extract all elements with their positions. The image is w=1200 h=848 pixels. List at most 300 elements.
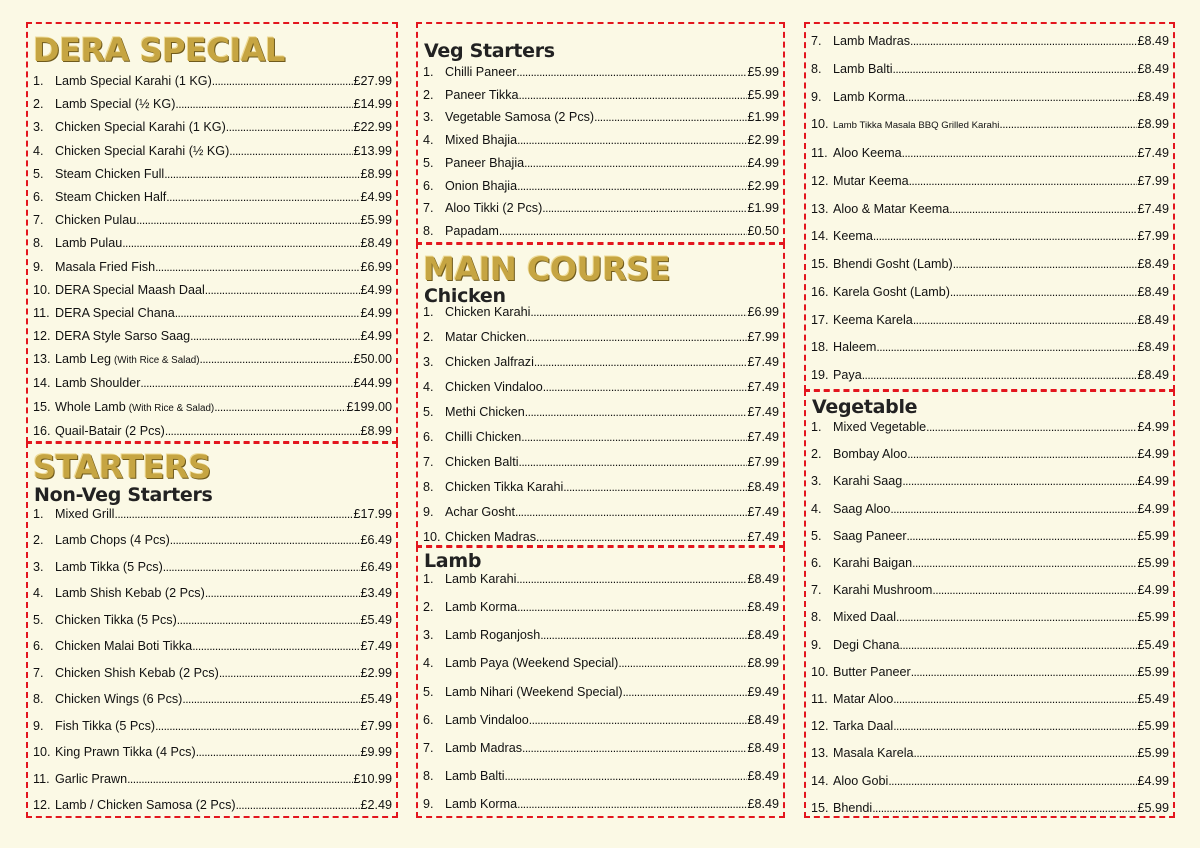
item-price: £17.99 [353, 507, 392, 521]
item-name: Chicken Tikka (5 Pcs) [55, 612, 177, 627]
dot-leader [136, 213, 360, 228]
item-name: Garlic Prawn [55, 771, 128, 786]
item-number: 5. [33, 166, 44, 181]
dot-leader [212, 74, 354, 89]
menu-item [423, 505, 779, 520]
chicken-list [423, 305, 779, 545]
item-name: Lamb Shoulder [55, 376, 141, 391]
item-name: Chicken Wings (6 Pcs) [55, 692, 183, 707]
menu-item [811, 801, 1169, 816]
dera-special-section [26, 22, 398, 443]
item-price: £5.99 [1137, 800, 1169, 815]
item-name: Butter Paneer [833, 664, 911, 679]
menu-item [811, 117, 1169, 133]
dot-leader [893, 62, 1138, 77]
dot-leader [140, 376, 353, 391]
item-price: £4.99 [1137, 474, 1169, 489]
menu-item [33, 190, 392, 205]
item-number: 12. [33, 797, 51, 812]
item-name: Chilli Paneer [445, 65, 517, 79]
item-name: Achar Gosht [445, 505, 515, 519]
menu-item [811, 746, 1169, 761]
item-number: 10. [423, 530, 441, 544]
item-price: £8.49 [1137, 89, 1169, 104]
dot-leader [913, 313, 1138, 328]
lamb-heading: Lamb [424, 550, 482, 572]
item-name: DERA Special Chana [55, 305, 175, 320]
item-name: Lamb Korma [445, 600, 518, 615]
dot-leader [205, 283, 361, 298]
item-name: Lamb Vindaloo [445, 712, 529, 727]
item-price: £7.49 [747, 380, 779, 394]
menu-item [423, 430, 779, 445]
menu-item [423, 330, 779, 345]
item-number: 14. [811, 229, 829, 244]
dot-leader [542, 201, 747, 216]
dot-leader [623, 685, 748, 700]
item-number: 5. [811, 528, 822, 543]
item-price: £10.99 [353, 771, 392, 786]
dot-leader [517, 600, 747, 615]
menu-item [33, 352, 392, 368]
menu-item [811, 692, 1169, 707]
item-name: Whole Lamb [55, 399, 126, 414]
menu-item [33, 97, 392, 112]
item-price: £8.49 [747, 600, 779, 615]
dot-leader [999, 117, 1137, 132]
item-number: 11. [811, 146, 828, 160]
item-number: 14. [811, 773, 829, 788]
item-name: Mixed Bhajia [445, 133, 518, 148]
item-price: £4.99 [360, 282, 392, 297]
item-number: 8. [811, 610, 822, 625]
dot-leader [155, 719, 360, 734]
item-price: £4.99 [1137, 773, 1169, 788]
item-number: 10. [811, 117, 829, 132]
menu-item [423, 380, 779, 395]
item-name: Lamb / Chicken Samosa (2 Pcs) [55, 797, 236, 812]
menu-item [33, 772, 392, 787]
dot-leader [229, 144, 353, 159]
dot-leader [907, 447, 1137, 462]
item-price: £5.99 [1137, 664, 1169, 679]
item-price: £5.49 [360, 692, 392, 707]
item-name: Karela Gosht (Lamb) [833, 284, 950, 299]
dot-leader [862, 368, 1138, 383]
menu-item [811, 583, 1169, 598]
item-price: £5.99 [1137, 556, 1169, 571]
item-name: Haleem [833, 340, 877, 355]
dot-leader [175, 97, 353, 112]
menu-item [811, 368, 1169, 383]
item-name: Lamb Madras [445, 740, 522, 755]
menu-item [33, 613, 392, 628]
menu-item [33, 283, 392, 298]
item-name: Lamb Pulau [55, 236, 123, 251]
menu-item [33, 329, 392, 344]
item-name: Saag Paneer [833, 528, 907, 543]
dot-leader [912, 556, 1137, 571]
item-number: 17. [811, 312, 829, 327]
item-number: 6. [423, 178, 434, 193]
dot-leader [236, 798, 361, 813]
menu-item [811, 610, 1169, 625]
item-number: 4. [423, 380, 434, 394]
menu-item [811, 257, 1169, 272]
dot-leader [530, 305, 747, 320]
item-name: Chicken Vindaloo [445, 380, 543, 394]
non-veg-starters-heading: Non-Veg Starters [34, 484, 213, 506]
vegetable-heading: Vegetable [812, 396, 918, 418]
item-name: Karahi Saag [833, 474, 903, 489]
item-price: £27.99 [353, 74, 392, 88]
veg-starters-section [416, 22, 785, 244]
item-name: Papadam [445, 223, 499, 238]
dot-leader [563, 480, 747, 495]
item-name: Lamb Karahi [445, 572, 517, 586]
item-price: £8.49 [1137, 284, 1169, 299]
dot-leader [499, 224, 748, 239]
menu-item [811, 34, 1169, 49]
item-name: Keema Karela [833, 312, 913, 327]
dot-leader [519, 455, 748, 470]
item-number: 2. [423, 330, 434, 344]
dot-leader [522, 741, 747, 756]
lamb-section [416, 546, 785, 818]
dot-leader [893, 692, 1137, 707]
item-name: Chicken Jalfrazi [445, 355, 534, 369]
item-number: 8. [423, 480, 434, 494]
item-number: 1. [811, 420, 822, 434]
item-price: £8.49 [1137, 61, 1169, 76]
item-price: £5.99 [1137, 719, 1169, 734]
dot-leader [155, 260, 360, 275]
item-name: Chicken Karahi [445, 305, 531, 319]
item-name: Masala Fried Fish [55, 259, 156, 274]
dot-leader [505, 769, 748, 784]
item-name: Chicken Malai Boti Tikka [55, 639, 193, 654]
item-number: 9. [33, 718, 44, 733]
dot-leader [196, 745, 361, 760]
item-number: 4. [33, 586, 44, 601]
item-price: £8.49 [1137, 312, 1169, 327]
item-price: £5.49 [360, 612, 392, 627]
dera-special-list [33, 74, 392, 439]
item-price: £7.99 [747, 330, 779, 344]
item-name: DERA Special Maash Daal [55, 282, 205, 297]
menu-item [811, 202, 1169, 217]
dot-leader [177, 613, 361, 628]
item-number: 3. [423, 110, 434, 125]
item-name: Quail-Batair (2 Pcs) [55, 423, 165, 438]
lamb-continued-section [804, 22, 1175, 391]
menu-item [811, 529, 1169, 544]
menu-item [33, 167, 392, 182]
item-number: 4. [33, 143, 44, 158]
item-name: Mixed Grill [55, 507, 115, 521]
item-price: £1.99 [747, 201, 779, 216]
menu-item [423, 572, 779, 587]
item-number: 16. [811, 284, 829, 299]
dot-leader [872, 801, 1137, 816]
menu-item [33, 400, 392, 416]
menu-item [811, 556, 1169, 571]
item-price: £14.99 [353, 97, 392, 112]
item-price: £7.49 [747, 430, 779, 444]
menu-item [811, 774, 1169, 789]
item-number: 9. [33, 259, 44, 274]
dot-leader [166, 190, 360, 205]
item-number: 9. [811, 89, 822, 104]
menu-item [33, 213, 392, 228]
menu-item [423, 156, 779, 171]
item-name: Chicken Madras [445, 530, 536, 544]
item-number: 15. [33, 399, 51, 414]
item-price: £7.49 [1137, 201, 1169, 216]
item-price: £7.49 [747, 530, 779, 544]
item-number: 9. [811, 637, 822, 652]
item-name: Degi Chana [833, 637, 900, 652]
dot-leader [164, 167, 360, 182]
item-price: £44.99 [353, 376, 392, 391]
item-name: Bombay Aloo [833, 447, 908, 462]
menu-item [33, 560, 392, 575]
item-price: £7.99 [1137, 173, 1169, 188]
item-name: Lamb Chops (4 Pcs) [55, 533, 170, 548]
item-number: 8. [811, 61, 822, 76]
item-number: 18. [811, 340, 829, 355]
item-price: £5.99 [747, 87, 779, 102]
item-name: Masala Karela [833, 746, 914, 761]
item-price: £8.49 [360, 236, 392, 251]
item-price: £6.49 [360, 559, 392, 574]
menu-item [423, 741, 779, 756]
item-number: 7. [33, 213, 44, 228]
item-price: £8.49 [1137, 368, 1169, 382]
dot-leader [896, 610, 1137, 625]
dot-leader [114, 507, 353, 522]
dot-leader [190, 329, 360, 344]
dot-leader [516, 65, 747, 80]
main-course-title: MAIN COURSE [423, 250, 671, 288]
item-number: 8. [423, 768, 434, 783]
item-name: Lamb Nihari (Weekend Special) [445, 684, 623, 699]
item-name: Aloo Tikki (2 Pcs) [445, 201, 543, 216]
item-name: Lamb Madras [833, 34, 910, 48]
item-price: £199.00 [346, 399, 392, 414]
item-price: £4.99 [360, 305, 392, 320]
menu-item [33, 719, 392, 734]
dot-leader [519, 88, 748, 103]
menu-item [33, 507, 392, 522]
dot-leader [226, 120, 354, 135]
item-name: Fish Tikka (5 Pcs) [55, 718, 156, 733]
item-price: £8.49 [747, 768, 779, 783]
item-price: £8.49 [747, 572, 779, 586]
item-number: 11. [811, 692, 828, 707]
item-number: 2. [811, 447, 822, 462]
item-price: £8.49 [1137, 257, 1169, 271]
menu-item [423, 455, 779, 470]
dot-leader [205, 586, 361, 601]
item-number: 8. [33, 236, 44, 251]
item-number: 2. [33, 533, 44, 548]
item-number: 13. [811, 746, 829, 761]
dot-leader [949, 202, 1137, 217]
item-name: Lamb Shish Kebab (2 Pcs) [55, 586, 205, 601]
menu-item [423, 65, 779, 80]
menu-item [811, 665, 1169, 680]
menu-item [423, 355, 779, 370]
item-name: Chilli Chicken [445, 430, 522, 444]
item-name: Lamb Special Karahi (1 KG) [55, 74, 212, 88]
item-price: £0.50 [747, 223, 779, 238]
dot-leader [950, 285, 1138, 300]
non-veg-starters-list [33, 507, 392, 813]
item-number: 4. [423, 656, 434, 671]
item-name: Methi Chicken [445, 405, 525, 419]
dot-leader [900, 638, 1138, 653]
item-price: £6.99 [360, 259, 392, 274]
dot-leader [525, 405, 748, 420]
item-name: Mixed Vegetable [833, 420, 927, 434]
item-number: 6. [33, 189, 44, 204]
dot-leader [953, 257, 1138, 272]
item-name: Lamb Special (½ KG) [55, 97, 176, 112]
item-number: 5. [423, 684, 434, 699]
dot-leader [200, 352, 354, 367]
menu-item [423, 480, 779, 495]
item-price: £4.99 [1137, 447, 1169, 462]
item-price: £50.00 [353, 352, 392, 367]
item-price: £7.99 [1137, 229, 1169, 244]
veg-starters-heading: Veg Starters [424, 40, 555, 62]
dot-leader [529, 713, 748, 728]
menu-item [811, 420, 1169, 435]
item-price: £7.49 [360, 639, 392, 654]
menu-item [811, 62, 1169, 77]
item-price: £5.49 [1137, 637, 1169, 652]
dot-leader [540, 628, 747, 643]
menu-item [423, 133, 779, 148]
menu-item [33, 236, 392, 251]
item-number: 1. [423, 65, 434, 79]
menu-item [33, 376, 392, 391]
item-number: 6. [423, 430, 434, 444]
menu-item [811, 502, 1169, 517]
item-number: 5. [423, 155, 434, 170]
starters-section [26, 442, 398, 818]
item-price: £13.99 [353, 143, 392, 158]
item-name: Lamb Leg [55, 352, 112, 367]
item-name: Chicken Special Karahi (½ KG) [55, 143, 230, 158]
item-number: 6. [423, 712, 434, 727]
item-name: Chicken Special Karahi (1 KG) [55, 120, 226, 135]
dot-leader [914, 746, 1138, 761]
item-number: 10. [33, 282, 51, 297]
starters-title: STARTERS [33, 448, 211, 486]
item-name: Paneer Bhajia [445, 155, 525, 170]
menu-item [33, 586, 392, 601]
item-name: Aloo & Matar Keema [833, 201, 950, 216]
item-number: 15. [811, 257, 829, 271]
item-price: £8.49 [1137, 340, 1169, 355]
menu-item [33, 745, 392, 760]
item-price: £6.99 [747, 305, 779, 319]
item-number: 16. [33, 423, 51, 438]
item-price: £1.99 [747, 110, 779, 125]
dot-leader [516, 572, 747, 587]
menu-item [33, 144, 392, 159]
item-price: £9.99 [360, 745, 392, 760]
item-name: Chicken Pulau [55, 213, 137, 228]
menu-item [423, 224, 779, 239]
menu-item [423, 530, 779, 545]
item-name: Lamb Balti [833, 61, 893, 76]
menu-item [423, 600, 779, 615]
item-price: £4.99 [360, 329, 392, 344]
item-number: 3. [33, 559, 44, 574]
menu-item [811, 174, 1169, 189]
main-course-section [416, 243, 785, 547]
dot-leader [932, 583, 1137, 598]
item-name: Lamb Tikka (5 Pcs) [55, 559, 163, 574]
menu-item [423, 405, 779, 420]
lamb-list [423, 572, 779, 812]
item-note: (With Rice & Salad) [114, 355, 200, 367]
item-price: £4.99 [360, 189, 392, 204]
item-number: 4. [811, 501, 822, 516]
dot-leader [163, 560, 361, 575]
menu-item [423, 305, 779, 320]
item-price: £2.99 [360, 665, 392, 680]
dot-leader [175, 306, 361, 321]
item-name: Karahi Baigan [833, 556, 913, 571]
item-price: £7.99 [747, 455, 779, 469]
item-price: £8.49 [747, 480, 779, 494]
item-number: 3. [423, 355, 434, 369]
dot-leader [515, 505, 747, 520]
chicken-heading: Chicken [424, 285, 506, 307]
item-number: 14. [33, 376, 51, 391]
menu-item [811, 638, 1169, 653]
item-price: £2.49 [360, 797, 392, 812]
item-number: 6. [811, 556, 822, 571]
item-number: 1. [423, 305, 434, 319]
item-price: £22.99 [353, 120, 392, 135]
menu-item [33, 260, 392, 275]
item-number: 2. [33, 97, 44, 112]
item-name: Karahi Mushroom [833, 583, 933, 598]
dot-leader [534, 355, 748, 370]
item-number: 3. [811, 474, 822, 489]
dot-leader [182, 692, 360, 707]
item-name: Aloo Gobi [833, 773, 889, 788]
item-number: 7. [811, 583, 822, 598]
item-price: £8.99 [1137, 117, 1169, 132]
item-name: Steam Chicken Full [55, 166, 165, 181]
item-price: £6.49 [360, 533, 392, 548]
item-name: Mixed Daal [833, 610, 896, 625]
item-price: £7.99 [360, 718, 392, 733]
item-name: Lamb Tikka Masala BBQ Grilled Karahi [833, 120, 1000, 132]
dot-leader [214, 400, 346, 415]
item-name: King Prawn Tikka (4 Pcs) [55, 745, 196, 760]
dot-leader [192, 639, 360, 654]
item-number: 3. [423, 628, 434, 643]
dot-leader [219, 666, 361, 681]
item-number: 1. [33, 507, 44, 521]
